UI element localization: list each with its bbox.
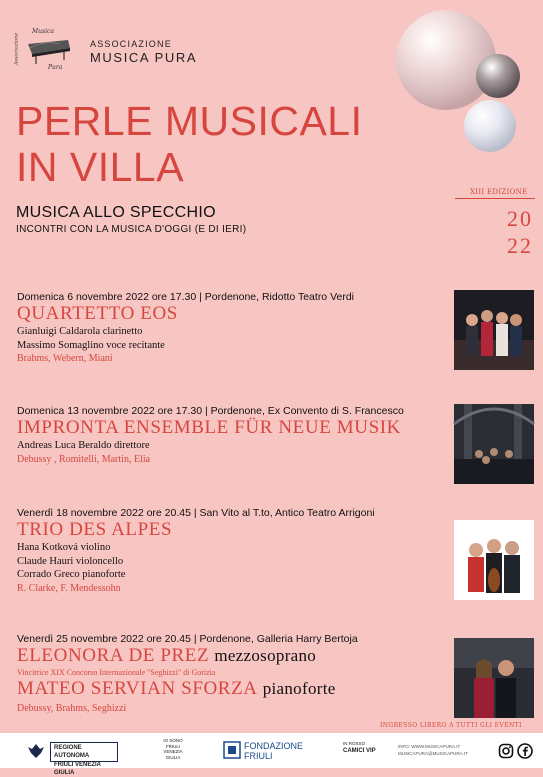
title-line-1: PERLE MUSICALI <box>16 98 363 144</box>
event-title: IMPRONTA ENSEMBLE FÜR NEUE MUSIK <box>17 417 401 438</box>
fondazione-line-2: FRIULI <box>244 751 273 761</box>
event-3-photo <box>454 520 534 600</box>
facebook-icon[interactable] <box>517 743 533 759</box>
event-date-place: Domenica 13 novembre 2022 ore 17.30 | Pordenone, Ex Convento di S. Francesco <box>17 405 404 417</box>
event-4 <box>17 633 447 716</box>
io-sono-line-4: GIULIA <box>165 754 181 760</box>
event-title-row <box>17 645 447 667</box>
event-date-place: Venerdì 18 novembre 2022 ore 20.45 | San Vito al T.to, Antico Teatro Arrigoni <box>17 507 375 519</box>
event-performer: Andreas Luca Beraldo direttore <box>17 440 150 451</box>
event-award: Vincitrice XIX Concorso Internazionale "Seghizzi" di Gorizia <box>17 668 216 677</box>
logo-text-bottom: Pura <box>48 64 63 71</box>
event-1 <box>17 291 447 366</box>
region-logo <box>50 742 118 776</box>
association-label: ASSOCIAZIONE <box>90 39 172 49</box>
instagram-icon[interactable] <box>498 743 514 759</box>
fondazione-emblem-icon <box>223 741 241 759</box>
event-4-photo <box>454 638 534 718</box>
region-line-2: FRIULI VENEZIA GIULIA <box>54 762 101 776</box>
event-title-role: mezzosoprano <box>214 646 317 665</box>
fondazione-logo <box>244 741 303 761</box>
event-title: TRIO DES ALPES <box>17 519 173 540</box>
event-3 <box>17 507 447 595</box>
event-performer: Gianluigi Caldarola clarinetto <box>17 326 143 337</box>
eagle-emblem-icon <box>26 741 46 761</box>
io-sono-line-1: IO SONO <box>163 738 183 743</box>
event-performer: Claude Hauri violoncello <box>17 555 124 567</box>
edition-label: XIII EDIZIONE <box>470 188 528 196</box>
logo-text-top: Musica <box>32 28 54 35</box>
io-sono-line-2: FRIULI <box>165 743 181 749</box>
cantina-logo: CAMICI VIP <box>343 748 376 754</box>
contact-email: MUSICAPURA@MUSICAPURA.IT <box>398 751 468 756</box>
event-repertoire: Brahms, Webern, Miani <box>17 353 113 364</box>
event-repertoire: R. Clarke, F. Mendessohn <box>17 582 121 594</box>
event-performer: Massimo Somaglino voce recitante <box>17 339 165 351</box>
cantina-small-label: IN ROSSO <box>343 741 366 746</box>
io-sono-line-3: VENEZIA <box>163 749 183 754</box>
sponsors-footer <box>0 733 543 776</box>
event-1-photo <box>454 290 534 370</box>
page-title <box>16 98 363 190</box>
association-logo <box>14 26 78 74</box>
event-repertoire: Debussy, Brahms, Seghizzi <box>17 703 127 714</box>
subtitle-secondary: INCONTRI CON LA MUSICA D'OGGI (E DI IERI) <box>16 224 247 235</box>
event-date-place: Domenica 6 novembre 2022 ore 17.30 | Pordenone, Ridotto Teatro Verdi <box>17 291 354 303</box>
association-name: MUSICA PURA <box>90 50 198 65</box>
region-line-1: REGIONE AUTONOMA <box>54 745 90 759</box>
event-2 <box>17 405 447 466</box>
event-repertoire: Debussy , Romitelli, Martin, Elia <box>17 453 151 465</box>
free-entry-note: INGRESSO LIBERO A TUTTI GLI EVENTI <box>380 722 522 729</box>
title-line-2: IN VILLA <box>16 144 185 190</box>
event-title: ELEONORA DE PREZ <box>17 645 210 666</box>
event-performer: Hana Kotková violino <box>17 542 111 553</box>
pearls-illustration <box>390 8 540 168</box>
event-title-2: MATEO SERVIAN SFORZA <box>17 678 258 699</box>
contact-website: INFO: WWW.MUSICAPURA.IT <box>398 744 461 749</box>
edition-divider <box>455 198 535 199</box>
year-bottom: 22 <box>507 233 533 258</box>
event-date-place: Venerdì 25 novembre 2022 ore 20.45 | Pordenone, Galleria Harry Bertoja <box>17 633 358 645</box>
subtitle: MUSICA ALLO SPECCHIO <box>16 204 216 221</box>
fondazione-line-1: FONDAZIONE <box>244 741 304 751</box>
event-title2-row <box>17 678 447 700</box>
event-performer: Corrado Greco pianoforte <box>17 569 126 580</box>
io-sono-fvg-logo <box>160 738 186 760</box>
event-title-2-role: pianoforte <box>262 679 336 698</box>
event-title: QUARTETTO EOS <box>17 303 178 324</box>
event-2-photo <box>454 404 534 484</box>
year-top: 20 <box>507 206 533 231</box>
logo-text-side: Associazione <box>13 32 20 66</box>
contact-info <box>398 743 468 757</box>
